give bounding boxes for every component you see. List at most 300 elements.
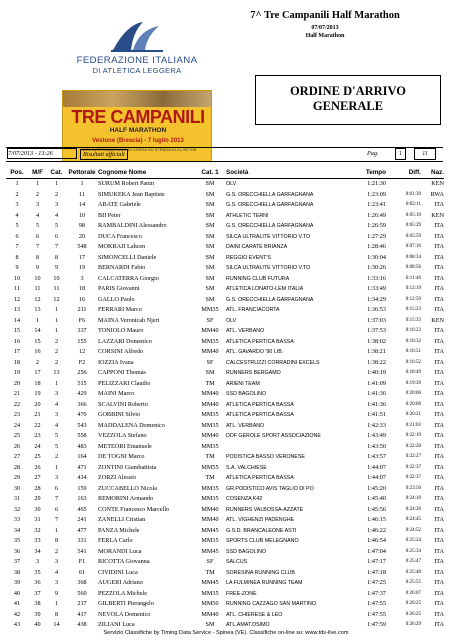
table-row	[6, 337, 444, 348]
cell-time: 1:41:36	[367, 390, 386, 397]
cell-bib: 558	[77, 432, 87, 439]
cell-diff: 0:19:39	[405, 380, 421, 386]
table-row	[6, 389, 444, 400]
logo-line1: FEDERAZIONE ITALIANA	[76, 55, 198, 66]
cell-bib: F1	[78, 558, 86, 565]
banner-title: TRE CAMPANILI	[71, 107, 205, 127]
cell-diff: 0:22:27	[405, 454, 421, 459]
cell-cat1: SM	[205, 190, 215, 198]
cell-cat1: MM45	[201, 547, 219, 555]
table-row	[6, 368, 444, 379]
cell-diff: 0:20:06	[405, 401, 421, 407]
cell-name: RAMBALDINI Alessandro	[98, 222, 167, 229]
cell-club: ATLETICA PERTICA BASSA	[226, 475, 294, 481]
cell-cat: 1	[54, 379, 59, 387]
cell-pos: 27	[13, 453, 21, 460]
cell-name: DUCA Francesco	[98, 232, 142, 240]
cell-name: AUGERI Adriano	[98, 579, 143, 586]
cell-mf: 22	[34, 421, 41, 429]
cell-name: BII Peter	[98, 211, 121, 219]
table-row	[6, 305, 444, 316]
cell-cat1: MM40	[201, 432, 219, 439]
cell-cat: 5	[54, 222, 59, 229]
cell-club: OLV	[226, 181, 237, 187]
table-row	[6, 526, 444, 537]
cell-bib: 543	[77, 421, 87, 429]
cell-pos: 8	[15, 253, 19, 261]
cell-pos: 21	[13, 390, 21, 397]
cell-time: 1:42:33	[367, 421, 386, 429]
cell-diff: 0:01:39	[405, 191, 421, 197]
cell-mf: 31	[34, 516, 41, 523]
cell-mf: 6	[35, 232, 40, 240]
cell-diff: 0:05:19	[405, 212, 421, 218]
cell-bib: 470	[77, 411, 87, 418]
cell-cat1: MM35	[201, 495, 219, 502]
table-row	[6, 547, 444, 558]
cell-club: DDF GEROLE SPORT ASSOCIAZIONE	[226, 433, 321, 439]
cell-club: ATLETICA PERTICA BASSA	[226, 401, 294, 408]
cell-mf: 29	[34, 495, 41, 502]
cell-name: GOBBINI Silvio	[98, 411, 141, 418]
cell-cat1: TM	[205, 474, 215, 481]
table-row	[6, 379, 444, 390]
cell-cat1: MM35	[201, 537, 219, 544]
cell-time: 1:30:26	[367, 264, 386, 271]
cell-cat: 2	[54, 358, 59, 366]
cell-nat: ITA	[434, 495, 444, 502]
cell-bib: 19	[78, 264, 86, 271]
cell-cat1: MM40	[201, 610, 219, 618]
table-row	[6, 589, 444, 600]
cell-club: RUNNERS VALBOSSA-AZZATE	[226, 506, 304, 513]
cell-time: 1:46:54	[367, 537, 386, 544]
cell-cat: 14	[53, 621, 60, 628]
cell-pos: 7	[15, 243, 19, 250]
cell-club: ATL. FRANCIACORTA	[226, 307, 280, 313]
cell-bib: 159	[77, 484, 87, 492]
cell-bib: F6	[78, 316, 86, 324]
cell-time: 1:43:57	[367, 453, 386, 460]
cell-cat: 6	[54, 505, 59, 513]
cell-diff: 0:24:45	[405, 517, 421, 522]
cell-pos: 26	[13, 442, 21, 450]
cell-name: FERLA Carlo	[98, 537, 133, 544]
banner-small-text: GARA INTERNAZIONALE DI CORSA SU STRADA DI 21,097 KM	[79, 147, 197, 152]
event-date: 07/07/2013	[311, 25, 339, 31]
cell-mf: 17	[34, 369, 41, 376]
cell-diff: 0:15:33	[405, 317, 421, 323]
col-header-club: Società	[226, 168, 249, 176]
cell-name: LAZZARI Domenico	[98, 337, 152, 345]
table-row	[6, 316, 444, 327]
cell-mf: 21	[34, 411, 41, 418]
cell-club: GR.PODISTICO AVIS TAGLIO DI PO	[226, 485, 314, 492]
cell-cat1: TM	[205, 453, 215, 460]
cell-cat1: SM	[205, 232, 215, 240]
table-row	[6, 620, 444, 631]
cell-name: SIMUKEKA Jean Baptiste	[98, 190, 165, 198]
cell-diff: 0:07:16	[405, 244, 421, 249]
cell-mf: 2	[35, 190, 40, 198]
cell-bib: 217	[77, 600, 87, 607]
cell-mf: 11	[34, 285, 41, 292]
cell-cat1: SM	[205, 180, 215, 187]
cell-pos: 36	[13, 547, 21, 555]
cell-diff: 0:22:19	[405, 433, 421, 438]
cell-time: 1:36:53	[367, 306, 386, 313]
cell-time: 1:38:02	[367, 337, 386, 345]
cell-cat: 3	[54, 558, 59, 565]
cell-name: CONTE Francesco Marcello	[98, 505, 170, 513]
cell-cat: 9	[54, 589, 59, 597]
cell-cat: 6	[54, 232, 59, 240]
cell-mf: 26	[34, 463, 41, 471]
cell-bib: 14	[78, 201, 86, 208]
cell-time: 1:47:18	[367, 568, 386, 576]
cell-pos: 41	[13, 600, 21, 607]
cell-bib: 434	[77, 474, 87, 481]
cell-name: PELIZZARI Claudio	[98, 379, 151, 387]
cell-name: SIMONCELLI Daniele	[98, 253, 157, 261]
cell-bib: 438	[77, 621, 87, 628]
cell-nat: ITA	[434, 253, 444, 261]
cell-cat: 7	[54, 495, 59, 502]
cell-nat: RWA	[430, 190, 444, 198]
cell-pos: 19	[13, 369, 21, 376]
page-label: Pag.	[367, 150, 379, 157]
col-header-nat: Naz.	[431, 168, 444, 176]
cell-diff: 0:18:49	[405, 370, 421, 375]
cell-cat: 3	[54, 474, 59, 481]
cell-bib: 1	[80, 180, 84, 187]
cell-mf: 38	[34, 600, 41, 607]
cell-pos: 17	[13, 348, 21, 355]
event-subtitle: Half Marathon	[305, 33, 345, 39]
cell-club: G.S. ORECCHIELLA GARFAGNANA	[226, 202, 314, 208]
table-row	[6, 253, 444, 264]
cell-cat: 4	[54, 421, 59, 429]
cell-mf: 2	[35, 358, 40, 366]
cell-cat: 4	[54, 400, 59, 408]
cell-pos: 12	[13, 295, 21, 303]
cell-bib: 477	[77, 526, 87, 534]
cell-diff: 0:16:23	[405, 328, 421, 333]
cell-diff: 0:05:29	[405, 223, 421, 228]
cell-nat: ITA	[434, 547, 444, 555]
cell-nat: ITA	[434, 222, 444, 229]
cell-mf: 40	[34, 621, 41, 628]
cell-nat: ITA	[434, 505, 444, 513]
cell-bib: 98	[78, 222, 86, 229]
cell-cat: 3	[54, 411, 59, 418]
cell-name: PEZZOLA Michele	[98, 589, 147, 597]
cell-nat: ITA	[434, 579, 444, 586]
cell-cat1: MM55	[201, 463, 219, 471]
cell-diff: 0:20:21	[405, 412, 421, 417]
cell-mf: 3	[35, 558, 40, 565]
cell-pos: 43	[13, 621, 21, 628]
cell-cat1: SF	[206, 316, 214, 324]
cell-nat: ITA	[434, 264, 444, 271]
cell-club: ATLETICA PERTICA BASSA	[226, 412, 294, 418]
cell-time: 1:41:36	[367, 400, 386, 408]
cell-cat1: SM	[205, 285, 215, 292]
cell-mf: 30	[34, 505, 41, 513]
cell-nat: ITA	[434, 201, 444, 208]
cell-name: MAINA Veronicah Njeri	[98, 316, 160, 324]
cell-pos: 23	[13, 411, 21, 418]
cell-pos: 35	[13, 537, 21, 544]
cell-bib: 331	[77, 537, 87, 544]
cell-cat: 4	[54, 211, 59, 219]
table-row	[6, 431, 444, 442]
col-header-name: Cognome Nome	[98, 168, 147, 176]
cell-diff: 0:08:34	[405, 254, 421, 260]
cell-pos: 39	[13, 579, 21, 586]
cell-bib: 61	[78, 568, 86, 576]
cell-cat: 5	[54, 432, 59, 439]
table-row	[6, 484, 444, 495]
cell-club: ARIENI TEAM	[226, 380, 260, 387]
cell-cat: 4	[54, 568, 59, 576]
cell-club: G.S. ORECCHIELLA GARFAGNANA	[226, 191, 314, 198]
cell-cat1: SM	[205, 253, 215, 261]
cell-bib: 548	[77, 243, 87, 250]
table-row	[6, 452, 444, 463]
cell-mf: 7	[35, 243, 40, 250]
cell-club: FREE-ZONE	[226, 590, 257, 597]
status-label: Risultati ufficiali	[80, 149, 128, 160]
cell-diff: 0:24:10	[405, 496, 421, 501]
cell-pos: 30	[13, 484, 21, 492]
cell-club: ATL. VERBANO	[226, 328, 265, 334]
cell-name: ZANELLI Cristian	[98, 516, 146, 523]
cell-time: 1:47:25	[367, 579, 386, 586]
cell-cat: 8	[54, 537, 59, 544]
cell-time: 1:21:30	[367, 180, 386, 187]
timestamp: 7/07/2013 - 13:26	[8, 150, 53, 157]
col-header-pos: Pos.	[10, 168, 24, 176]
cell-nat: ITA	[434, 337, 444, 345]
cell-club: CALCESTRUZZI CORRADINI EXCELS	[226, 359, 320, 366]
cell-name: RICOTTA Giovanna	[98, 558, 150, 565]
cell-time: 1:37:03	[367, 316, 386, 324]
table-row	[6, 473, 444, 484]
cell-name: ABATE Gabriele	[98, 201, 141, 208]
cell-time: 1:43:49	[367, 432, 386, 439]
col-header-bib: Pettorale	[68, 168, 96, 176]
cell-cat: 12	[53, 295, 60, 303]
cell-bib: 17	[78, 253, 86, 261]
cell-cat1: SM	[205, 201, 215, 208]
cell-nat: ITA	[434, 327, 444, 334]
table-row	[6, 421, 444, 432]
cell-nat: ITA	[434, 411, 444, 418]
cell-mf: 34	[34, 547, 41, 555]
cell-diff: 0:25:55	[405, 580, 421, 585]
cell-diff: 0:21:03	[405, 422, 421, 428]
table-row	[6, 347, 444, 358]
cell-pos: 28	[13, 463, 21, 471]
cell-pos: 37	[13, 558, 21, 565]
cell-time: 1:27:29	[367, 232, 386, 240]
cell-time: 1:23:09	[367, 190, 386, 198]
cell-pos: 22	[13, 400, 21, 408]
cell-cat1: MM35	[201, 411, 219, 418]
cell-cat: 2	[54, 547, 59, 555]
cell-nat: ITA	[434, 421, 444, 429]
cell-mf: 37	[34, 589, 41, 597]
cell-name: ZONTINI Giambattista	[98, 463, 157, 471]
cell-diff: 0:15:23	[405, 307, 421, 312]
col-header-diff: Diff.	[408, 168, 421, 176]
table-row	[6, 232, 444, 243]
cell-diff: 0:12:19	[405, 286, 421, 291]
cell-nat: ITA	[434, 589, 444, 597]
cell-diff: 0:22:37	[405, 464, 421, 470]
cell-club: LA FULMINEA RUNNING TEAM	[226, 580, 303, 586]
cell-time: 1:26:49	[367, 211, 386, 219]
cell-time: 1:45:40	[367, 495, 386, 502]
cell-mf: 1	[35, 316, 40, 324]
cell-mf: 35	[34, 568, 41, 576]
cell-diff: 0:11:46	[405, 275, 421, 281]
cell-bib: 337	[77, 327, 87, 334]
cell-club: ATLETICA LONATO-LEM ITALIA	[226, 286, 304, 292]
cell-time: 1:38:21	[367, 348, 386, 355]
cell-cat1: SF	[206, 558, 214, 565]
cell-time: 1:44:07	[367, 463, 386, 471]
cell-cat1: MM50	[201, 600, 219, 607]
cell-cat1: MM35	[201, 421, 219, 429]
cell-diff: 0:24:52	[405, 527, 421, 533]
cell-pos: 13	[13, 306, 21, 313]
cell-cat: 7	[54, 243, 59, 250]
cell-club: REGGIO EVENT'S	[226, 254, 271, 261]
cell-bib: 465	[77, 505, 87, 513]
cell-cat1: SF	[206, 358, 214, 366]
cell-cat1: SM	[205, 264, 215, 271]
cell-pos: 10	[13, 274, 21, 282]
banner-subtitle: HALF MARATHON	[109, 127, 167, 134]
cell-name: NEVOLA Domenico	[98, 610, 151, 618]
cell-pos: 16	[13, 337, 21, 345]
cell-club: RUNNING CAZZAGO SAN MARTINO	[226, 601, 316, 607]
cell-time: 1:47:55	[367, 600, 386, 607]
cell-club: RUNNERS BERGAMO	[226, 370, 281, 376]
cell-mf: 12	[34, 295, 41, 303]
cell-cat: 10	[53, 274, 60, 282]
cell-mf: 13	[34, 306, 41, 313]
cell-cat: 1	[54, 526, 59, 534]
cell-name: GALLO Paolo	[98, 295, 135, 303]
cell-time: 1:43:50	[367, 442, 386, 450]
cell-time: 1:41:51	[367, 411, 386, 418]
cell-time: 1:47:04	[367, 547, 386, 555]
cell-pos: 3	[15, 201, 19, 208]
table-header-row	[6, 166, 444, 179]
cell-bib: 429	[77, 390, 87, 397]
cell-mf: 27	[34, 474, 41, 481]
cell-name: BERNARDI Fabio	[98, 264, 146, 271]
cell-name: ZUCCABELLO Nicola	[98, 484, 157, 492]
cell-nat: ITA	[434, 442, 444, 450]
cell-pos: 11	[14, 285, 20, 292]
cell-bib: 18	[78, 285, 86, 292]
cell-mf: 15	[34, 337, 41, 345]
cell-nat: ITA	[434, 558, 444, 565]
cell-nat: ITA	[434, 306, 444, 313]
cell-cat: 2	[54, 348, 59, 355]
cell-pos: 20	[13, 379, 21, 387]
cell-bib: 211	[77, 306, 87, 313]
cell-cat: 1	[54, 463, 59, 471]
cell-nat: KEN	[431, 211, 444, 219]
cell-club: G.S. ORECCHIELLA GARFAGNANA	[226, 296, 314, 303]
cell-nat: ITA	[434, 243, 444, 250]
heading-line2: GENERALE	[312, 99, 384, 113]
cell-time: 1:47:17	[367, 558, 386, 565]
cell-mf: 32	[34, 526, 41, 534]
cell-cat: 2	[54, 337, 59, 345]
cell-diff: 0:24:26	[405, 506, 421, 512]
cell-club: SALCUS	[226, 559, 248, 565]
cell-name: MOKRAJI Lahcen	[98, 243, 146, 250]
cell-name: REMORINI Armando	[98, 495, 154, 502]
cell-mf: 16	[34, 348, 41, 355]
heading-line1: ORDINE D'ARRIVO	[289, 84, 407, 98]
cell-mf: 36	[34, 579, 41, 586]
cell-nat: ITA	[434, 600, 444, 607]
cell-name: MAINI Marco	[98, 390, 135, 397]
cell-bib: 11	[79, 190, 85, 198]
cell-club: DAINI CARATE BRIANZA	[226, 244, 288, 250]
table-row	[6, 463, 444, 474]
cell-pos: 40	[13, 589, 21, 597]
cell-cat1: MM35	[201, 484, 219, 492]
cell-cat: 8	[54, 253, 59, 261]
cell-cat1: MM40	[201, 327, 219, 334]
cell-name: MADDALENA Domenico	[98, 421, 165, 429]
cell-diff: 0:16:51	[405, 349, 421, 354]
cell-diff: 0:02:11	[405, 202, 421, 207]
cell-club: SILCA ULTRALITE VITTORIO V.TO	[226, 233, 311, 240]
cell-nat: ITA	[434, 463, 444, 471]
table-row	[6, 221, 444, 232]
cell-nat: ITA	[434, 453, 444, 460]
cell-bib: 164	[77, 453, 87, 460]
table-row	[6, 358, 444, 369]
cell-cat1: SM	[205, 222, 215, 229]
cell-pos: 6	[15, 232, 19, 240]
cell-time: 1:38:22	[367, 358, 386, 366]
cell-bib: 256	[77, 369, 87, 376]
cell-club: ATLETICA PERTICA BASSA	[226, 338, 294, 345]
cell-nat: ITA	[434, 484, 444, 492]
table-row	[6, 274, 444, 285]
cell-cat: 11	[53, 285, 60, 292]
cell-mf: 3	[35, 201, 40, 208]
cell-cat1: SM	[205, 243, 215, 250]
cell-cat1: TM	[205, 379, 215, 387]
cell-mf: 39	[34, 610, 41, 618]
table-row	[6, 536, 444, 547]
table-row	[6, 599, 444, 610]
cell-club: OLV	[226, 317, 237, 324]
table-row	[6, 505, 444, 516]
table-row	[6, 610, 444, 621]
